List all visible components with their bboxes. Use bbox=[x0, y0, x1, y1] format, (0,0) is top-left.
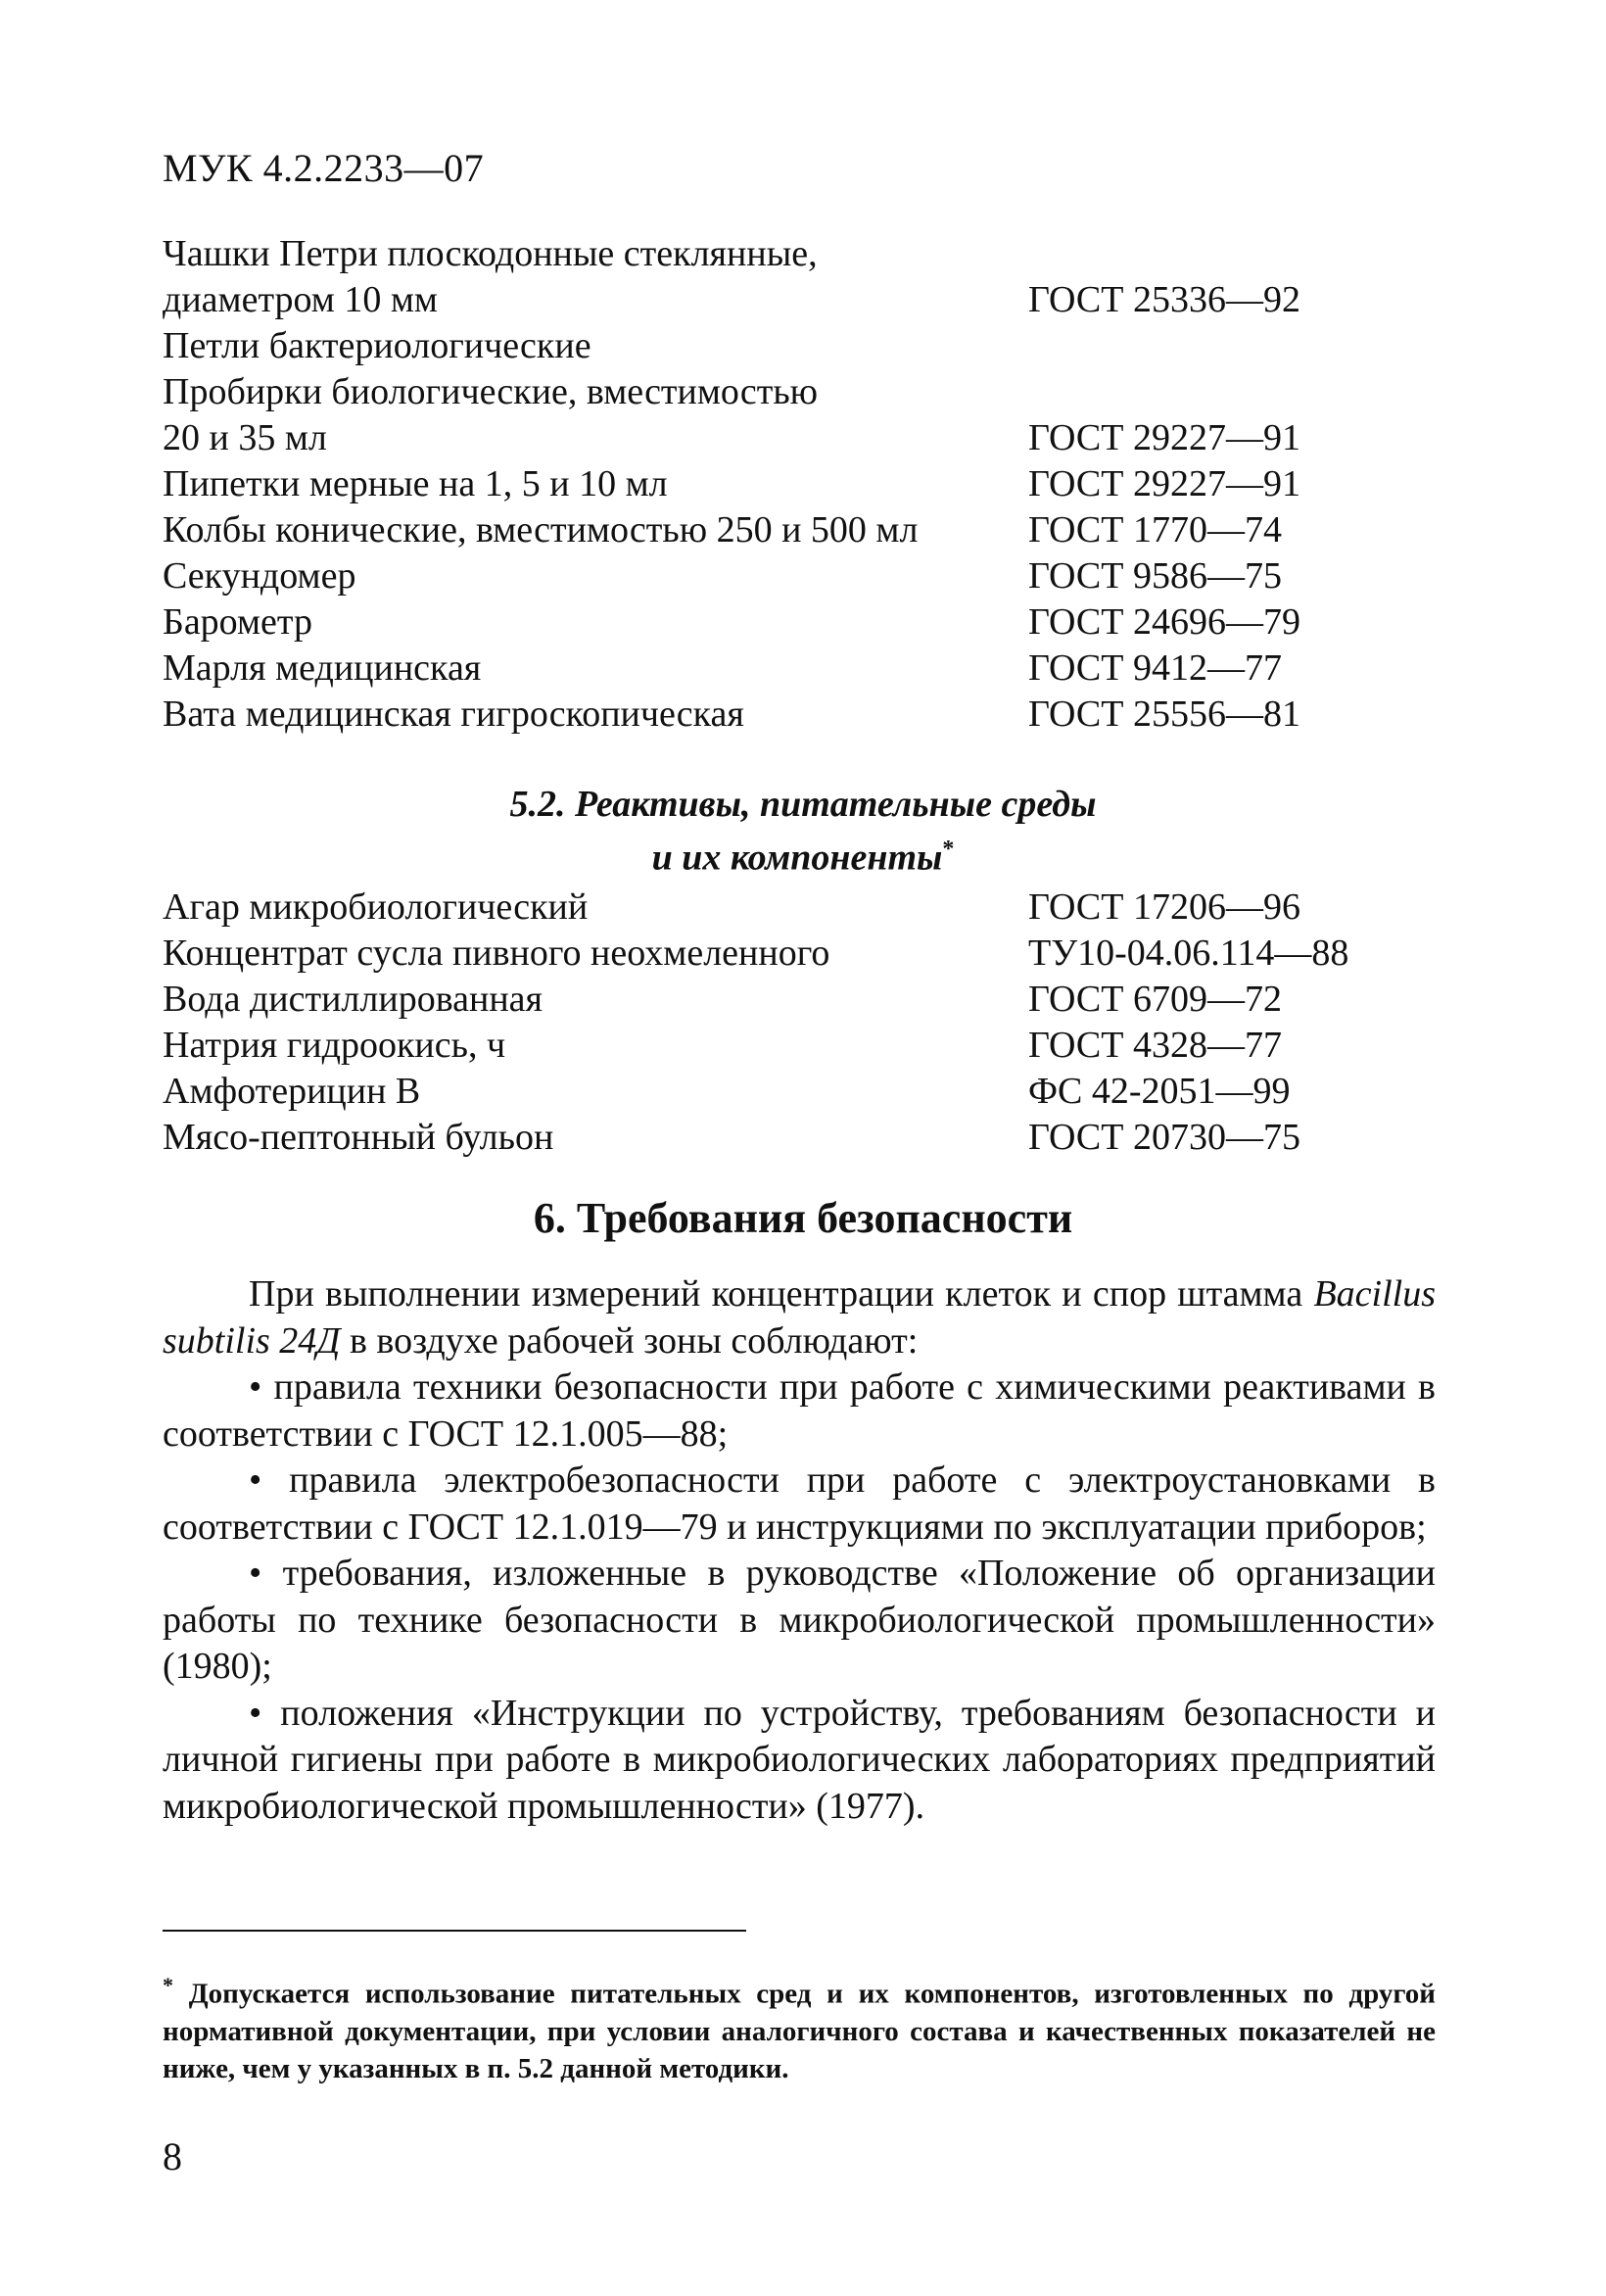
equipment-row bbox=[163, 646, 1436, 692]
intro-text-end: в воздухе рабочей зоны соблюдают: bbox=[340, 1319, 919, 1362]
bullet-paragraph: • требования, изложенные в руководстве «Положение об организации работы по технике безопасности в микробиологической промышленности» (1980); bbox=[163, 1553, 1436, 1687]
document-code-header: МУК 4.2.2233—07 bbox=[163, 146, 485, 190]
reagent-row bbox=[163, 1069, 1436, 1115]
equipment-row bbox=[163, 461, 1436, 507]
equipment-standard: ГОСТ 25556—81 bbox=[1028, 694, 1300, 735]
footnote-mark: * bbox=[163, 1973, 173, 1997]
reagent-standard: ГОСТ 20730—75 bbox=[1028, 1117, 1300, 1158]
footnote-divider bbox=[163, 1930, 746, 1932]
reagent-name: Амфотерицин В bbox=[163, 1071, 421, 1112]
reagent-standard: ГОСТ 4328—77 bbox=[1028, 1025, 1282, 1066]
equipment-name: Секундомер bbox=[163, 555, 356, 597]
equipment-standard: ГОСТ 9586—75 bbox=[1028, 555, 1282, 597]
reagents-heading-line1: 5.2. Реактивы, питательные среды bbox=[509, 784, 1097, 825]
page-number: 8 bbox=[163, 2134, 182, 2178]
equipment-standard: ГОСТ 29227—91 bbox=[1028, 463, 1300, 504]
footnote bbox=[163, 1967, 1436, 2087]
equipment-name: 20 и 35 мл bbox=[163, 417, 327, 458]
bullet-paragraph: • правила техники безопасности при работе с химическими реактивами в соответствии с ГОСТ 12.1.005—88; bbox=[163, 1366, 1436, 1455]
safety-requirements-body bbox=[163, 1271, 1436, 1830]
reagent-row bbox=[163, 885, 1436, 931]
equipment-standard: ГОСТ 9412—77 bbox=[1028, 647, 1282, 689]
bullet-paragraph: • правила электробезопасности при работе с электроустановками в соответствии с ГОСТ 12.1.019—79 и инструкциями по эксплуатации приборов; bbox=[163, 1459, 1436, 1548]
reagents-heading-line2 bbox=[0, 827, 1606, 881]
footnote-reference-mark: * bbox=[942, 837, 955, 862]
reagent-name: Натрия гидроокись, ч bbox=[163, 1025, 506, 1066]
equipment-row bbox=[163, 553, 1436, 599]
equipment-row bbox=[163, 277, 1436, 323]
equipment-name: Пипетки мерные на 1, 5 и 10 мл bbox=[163, 463, 668, 504]
reagent-standard: ТУ10-04.06.114—88 bbox=[1028, 933, 1349, 974]
reagent-name: Концентрат сусла пивного неохмеленного bbox=[163, 933, 830, 974]
reagent-row bbox=[163, 931, 1436, 977]
equipment-standard: ГОСТ 1770—74 bbox=[1028, 509, 1282, 550]
equipment-standard: ГОСТ 24696—79 bbox=[1028, 601, 1300, 643]
reagent-name: Вода дистиллированная bbox=[163, 979, 543, 1020]
reagent-name: Мясо-пептонный бульон bbox=[163, 1117, 554, 1158]
reagents-list bbox=[163, 885, 1436, 1161]
equipment-name: Петли бактериологические bbox=[163, 325, 591, 366]
strain-name: Bacillus subtilis 24Д bbox=[163, 1273, 1436, 1362]
equipment-standard: ГОСТ 25336—92 bbox=[1028, 279, 1300, 320]
equipment-name: Вата медицинская гигроскопическая bbox=[163, 694, 744, 735]
equipment-name: Марля медицинская bbox=[163, 647, 482, 689]
equipment-name: Чашки Петри плоскодонные стеклянные, bbox=[163, 233, 818, 274]
reagent-standard: ФС 42-2051—99 bbox=[1028, 1071, 1291, 1112]
equipment-row bbox=[163, 415, 1436, 461]
equipment-name: Барометр bbox=[163, 601, 312, 643]
equipment-name: Пробирки биологические, вместимостью bbox=[163, 371, 819, 412]
equipment-row bbox=[163, 369, 1436, 415]
equipment-row bbox=[163, 599, 1436, 646]
equipment-row bbox=[163, 231, 1436, 277]
equipment-name: Колбы конические, вместимостью 250 и 500 мл bbox=[163, 509, 919, 550]
equipment-row bbox=[163, 507, 1436, 553]
reagent-standard: ГОСТ 17206—96 bbox=[1028, 886, 1300, 928]
equipment-standard: ГОСТ 29227—91 bbox=[1028, 417, 1300, 458]
equipment-row bbox=[163, 692, 1436, 738]
bullet-paragraph: • положения «Инструкции по устройству, требованиям безопасности и личной гигиены при работе в микробиологических лабораториях предприятий микробиологической промышленности» (1977). bbox=[163, 1692, 1436, 1827]
reagent-standard: ГОСТ 6709—72 bbox=[1028, 979, 1282, 1020]
reagent-row bbox=[163, 977, 1436, 1023]
intro-text-start: При выполнении измерений концентрации клеток и спор штамма bbox=[249, 1273, 1314, 1315]
reagent-name: Агар микробиологический bbox=[163, 886, 589, 928]
equipment-name: диаметром 10 мм bbox=[163, 279, 438, 320]
reagent-row bbox=[163, 1023, 1436, 1069]
footnote-text: Допускается использование питательных сред и их компонентов, изготовленных по другой нормативной документации, при условии аналогичного состава и качественных показателей не ниже, чем у указанных в п. 5.2 данной методики. bbox=[163, 1978, 1436, 2084]
equipment-list bbox=[163, 231, 1436, 738]
section-6-title: 6. Требования безопасности bbox=[533, 1194, 1073, 1242]
equipment-row bbox=[163, 323, 1436, 369]
reagent-row bbox=[163, 1115, 1436, 1161]
reagents-heading-text: и их компоненты bbox=[651, 837, 943, 879]
intro-paragraph bbox=[163, 1271, 1436, 1364]
